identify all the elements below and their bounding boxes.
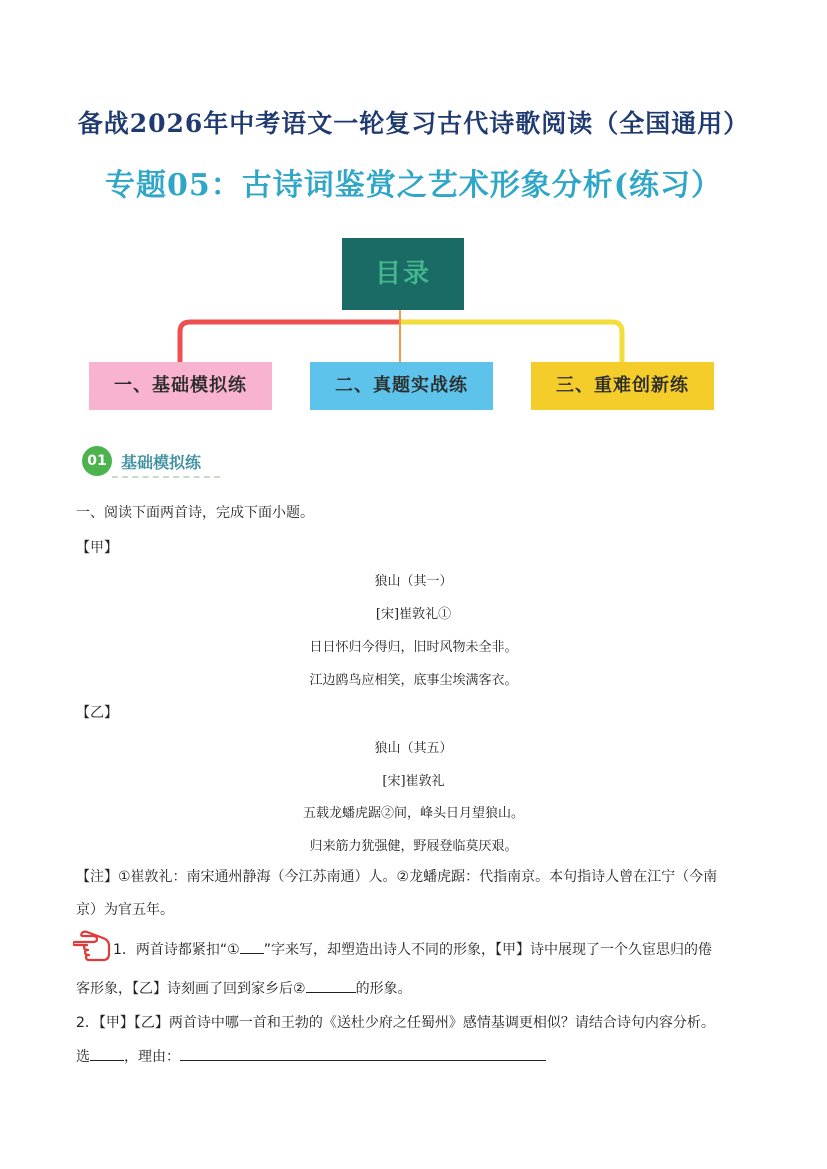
poem-yi-label: 【乙】: [76, 705, 118, 721]
annotation-note-line1: 【注】①崔敦礼：南宋通州静海（今江苏南通）人。②龙蟠虎踞：代指南京。本句指诗人曾在江宁（今南: [76, 869, 718, 885]
annotation-note-line2: 京）为官五年。: [76, 902, 174, 918]
poem1-author: [宋]崔敦礼①: [375, 607, 452, 622]
document-title: 备战2026年中考语文一轮复习古代诗歌阅读（全国通用）: [77, 109, 750, 138]
question-1-blank-1[interactable]: [240, 938, 264, 954]
question-1-line1: 1．两首诗都紧扣“① ”字来写，却塑造出诗人不同的形象，【甲】诗中展现了一个久宦思归的倦: [113, 938, 712, 960]
poem1-line1: 日日怀归今得归，旧时风物未全非。: [309, 640, 518, 655]
toc-item-real-exam-practice[interactable]: 二、真题实战练: [310, 362, 493, 410]
poem2-title: 狼山（其五）: [374, 741, 453, 756]
poem2-line1: 五载龙蟠虎踞②间，峰头日月望狼山。: [302, 806, 524, 821]
reading-instruction: 一、阅读下面两首诗，完成下面小题。: [76, 505, 314, 521]
toc-heading: 目录: [342, 238, 464, 310]
pointing-hand-icon: [73, 930, 113, 964]
poem2-author: [宋]崔敦礼: [382, 774, 445, 789]
section-title-underline: [112, 476, 220, 478]
toc-item-basic-practice[interactable]: 一、基础模拟练: [89, 362, 272, 410]
question-1-line2: 客形象，【乙】诗刻画了回到家乡后② 的形象。: [76, 977, 412, 999]
question-2-answer-line: 选 ，理由：: [76, 1045, 546, 1067]
question-2-text: 2．【甲】【乙】两首诗中哪一首和王勃的《送杜少府之任蜀州》感情基调更相似？请结合诗句内容分析。: [76, 1015, 715, 1031]
question-1-blank-1-label: ①: [227, 942, 240, 958]
poem1-title: 狼山（其一）: [374, 574, 453, 589]
question-2-reason-blank[interactable]: [180, 1045, 546, 1061]
section-title: 基础模拟练: [121, 453, 202, 472]
poem1-line2: 江边鸥鸟应相笑，底事尘埃满客衣。: [309, 673, 518, 688]
question-1-blank-2-label: ②: [293, 981, 306, 997]
document-subtitle: 专题05：古诗词鉴赏之艺术形象分析(练习）: [105, 168, 722, 203]
section-number-badge: 01: [82, 446, 112, 476]
toc-item-difficult-innovation[interactable]: 三、重难创新练: [531, 362, 714, 410]
toc-connector-lines: [0, 0, 827, 420]
poem-jia-label: 【甲】: [76, 540, 118, 556]
question-1-blank-2[interactable]: [306, 977, 356, 993]
poem2-line2: 归来筋力犹强健，野屐登临莫厌艰。: [309, 839, 518, 854]
question-2-choice-blank[interactable]: [90, 1045, 124, 1061]
